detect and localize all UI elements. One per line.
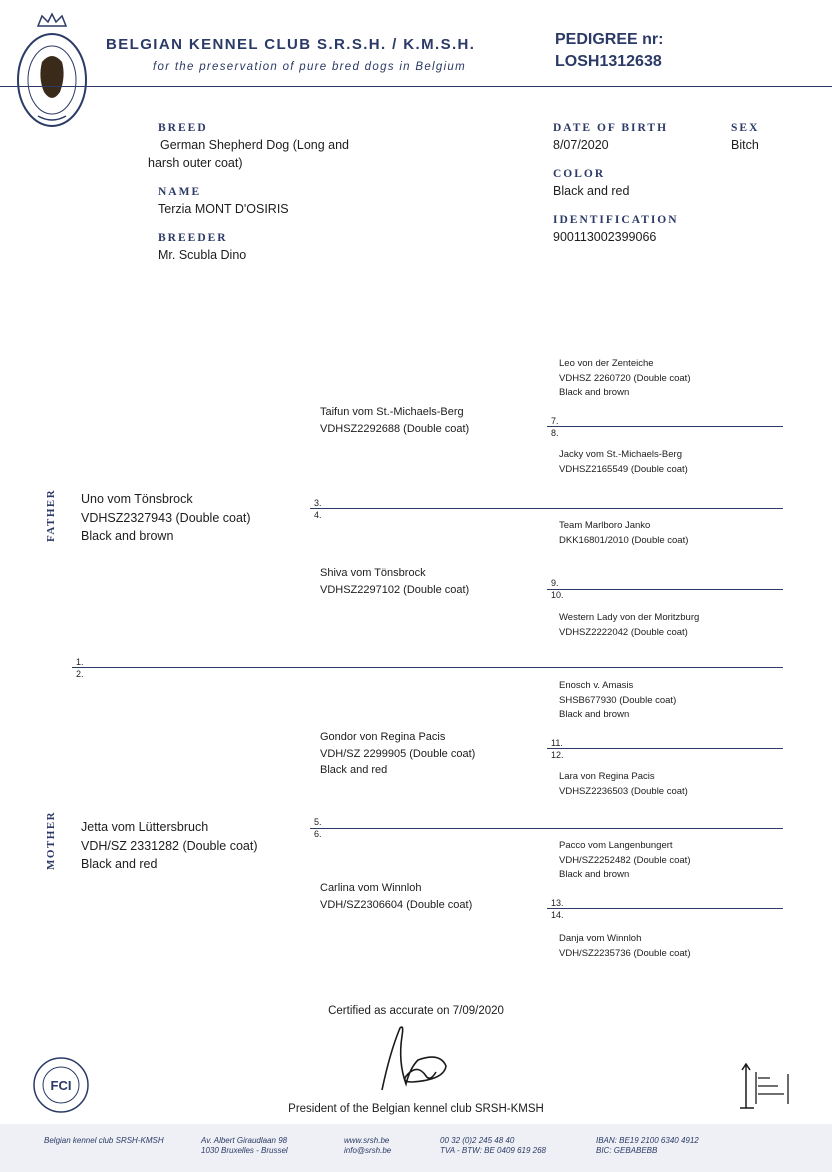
slot-number-9: 9.: [551, 578, 559, 588]
gen3-reg: VDH/SZ2252482 (Double coat): [559, 854, 691, 866]
name-label: NAME: [158, 186, 202, 198]
father-name: Uno vom Tönsbrock: [81, 492, 193, 506]
gen2-reg: VDHSZ2297102 (Double coat): [320, 583, 470, 596]
gen3-line-7-8: [547, 426, 783, 427]
gen2-color: Black and red: [320, 764, 388, 776]
gen3-reg: SHSB677930 (Double coat): [559, 694, 677, 706]
slot-number-4: 4.: [314, 510, 322, 520]
identification-label: IDENTIFICATION: [553, 214, 679, 226]
gen3-name: Team Marlboro Janko: [559, 520, 651, 531]
breeder-label: BREEDER: [158, 232, 228, 244]
gen2-reg: VDHSZ2292688 (Double coat): [320, 422, 470, 435]
gen3-name: Danja vom Winnloh: [559, 933, 642, 944]
footer: [0, 1124, 832, 1172]
slot-number-13: 13.: [551, 898, 564, 908]
gen2-reg: VDH/SZ2306604 (Double coat): [320, 898, 473, 911]
president-signature: [370, 1022, 460, 1097]
sex-value: Bitch: [731, 138, 759, 152]
mother-color: Black and red: [81, 857, 158, 871]
breed-line-2: harsh outer coat): [148, 156, 243, 170]
gen2-entry-6: [320, 880, 472, 913]
svg-text:FCI: FCI: [50, 1078, 72, 1093]
footer-org: Belgian kennel club SRSH-KMSH: [44, 1136, 164, 1145]
breed-label: BREED: [158, 122, 208, 134]
mother-side-label: MOTHER: [45, 810, 57, 870]
slot-number-12: 12.: [551, 750, 564, 760]
club-subtitle: for the preservation of pure bred dogs in Belgium: [153, 61, 467, 73]
mother-parents-line: [310, 828, 783, 829]
gen3-name: Pacco vom Langenbungert: [559, 840, 673, 851]
gen3-line-11-12: [547, 748, 783, 749]
gen3-reg: VDHSZ2236503 (Double coat): [559, 785, 688, 797]
father-side-label: FATHER: [45, 488, 57, 542]
slot-number-8: 8.: [551, 428, 559, 438]
gen3-reg: VDH/SZ2235736 (Double coat): [559, 947, 691, 959]
certification-text: Certified as accurate on 7/09/2020: [328, 1005, 504, 1017]
mother-reg: VDH/SZ 2331282 (Double coat): [81, 838, 258, 853]
footer-bic: BIC: GEBABEBB: [596, 1146, 658, 1155]
gen3-entry-13: [559, 839, 691, 883]
father-entry: [81, 490, 251, 546]
gen2-name: Shiva vom Tönsbrock: [320, 567, 426, 579]
color-value: Black and red: [553, 184, 630, 198]
gen2-entry-5: [320, 729, 475, 779]
gen3-color: Black and brown: [559, 709, 630, 720]
footer-address-1: Av. Albert Giraudlaan 98: [201, 1136, 288, 1145]
gen2-reg: VDH/SZ 2299905 (Double coat): [320, 747, 476, 760]
gen3-entry-9: [559, 519, 688, 548]
footer-vat: TVA - BTW: BE 0409 619 268: [440, 1146, 546, 1155]
footer-website: www.srsh.be: [344, 1136, 390, 1145]
gen2-name: Taifun vom St.-Michaels-Berg: [320, 406, 464, 418]
footer-email: info@srsh.be: [344, 1146, 392, 1155]
footer-address-2: 1030 Bruxelles - Brussel: [201, 1146, 288, 1155]
pedigree-number: LOSH1312638: [555, 53, 662, 70]
slot-number-6: 6.: [314, 829, 322, 839]
gen3-entry-8: [559, 448, 688, 477]
gen3-name: Leo von der Zenteiche: [559, 358, 654, 369]
gen3-reg: VDHSZ 2260720 (Double coat): [559, 372, 691, 384]
gen3-entry-10: [559, 611, 699, 640]
gen3-reg: VDHSZ2165549 (Double coat): [559, 463, 688, 475]
header-divider: [0, 86, 832, 87]
gen3-line-13-14: [547, 908, 783, 909]
gen2-name: Gondor von Regina Pacis: [320, 731, 446, 743]
gen2-name: Carlina vom Winnloh: [320, 882, 422, 894]
dob-value: 8/07/2020: [553, 138, 609, 152]
mother-name: Jetta vom Lüttersbruch: [81, 820, 209, 834]
gen3-name: Enosch v. Amasis: [559, 680, 634, 691]
slot-number-14: 14.: [551, 910, 564, 920]
gen3-line-9-10: [547, 589, 783, 590]
breeder-name: Mr. Scubla Dino: [158, 248, 247, 262]
slot-number-10: 10.: [551, 590, 564, 600]
kmsh-emblem: [736, 1060, 798, 1112]
gen3-reg: DKK16801/2010 (Double coat): [559, 534, 689, 546]
mother-entry: [81, 818, 257, 874]
gen3-name: Western Lady von der Moritzburg: [559, 612, 700, 623]
president-caption: President of the Belgian kennel club SRSH-KMSH: [288, 1103, 544, 1115]
slot-number-1: 1.: [76, 657, 84, 667]
gen3-name: Lara von Regina Pacis: [559, 771, 655, 782]
gen3-color: Black and brown: [559, 387, 630, 398]
footer-phone: 00 32 (0)2 245 48 40: [440, 1136, 515, 1145]
slot-number-7: 7.: [551, 416, 559, 426]
sex-label: SEX: [731, 122, 760, 134]
father-color: Black and brown: [81, 529, 174, 543]
gen3-entry-7: [559, 357, 691, 401]
gen3-color: Black and brown: [559, 869, 630, 880]
gen3-name: Jacky vom St.-Michaels-Berg: [559, 449, 683, 460]
dob-label: DATE OF BIRTH: [553, 122, 669, 134]
club-logo: [12, 12, 92, 132]
father-reg: VDHSZ2327943 (Double coat): [81, 510, 251, 525]
fci-logo: [32, 1056, 90, 1114]
gen2-entry-3: [320, 404, 469, 437]
identification-value: 900113002399066: [553, 230, 657, 244]
slot-number-2: 2.: [76, 669, 84, 679]
father-parents-line: [310, 508, 783, 509]
gen3-reg: VDHSZ2222042 (Double coat): [559, 626, 688, 638]
parents-divider-line: [72, 667, 783, 668]
slot-number-5: 5.: [314, 817, 322, 827]
breed-line-1: German Shepherd Dog (Long and: [160, 138, 350, 152]
color-label: COLOR: [553, 168, 606, 180]
club-title: BELGIAN KENNEL CLUB S.R.S.H. / K.M.S.H.: [106, 36, 476, 53]
slot-number-3: 3.: [314, 498, 322, 508]
dog-name: Terzia MONT D'OSIRIS: [158, 202, 289, 216]
gen3-entry-12: [559, 770, 688, 799]
footer-iban: IBAN: BE19 2100 6340 4912: [596, 1136, 699, 1145]
pedigree-label: PEDIGREE nr:: [555, 31, 664, 48]
gen3-entry-11: [559, 679, 676, 723]
gen3-entry-14: [559, 932, 691, 961]
slot-number-11: 11.: [551, 738, 563, 748]
gen2-entry-4: [320, 565, 469, 598]
